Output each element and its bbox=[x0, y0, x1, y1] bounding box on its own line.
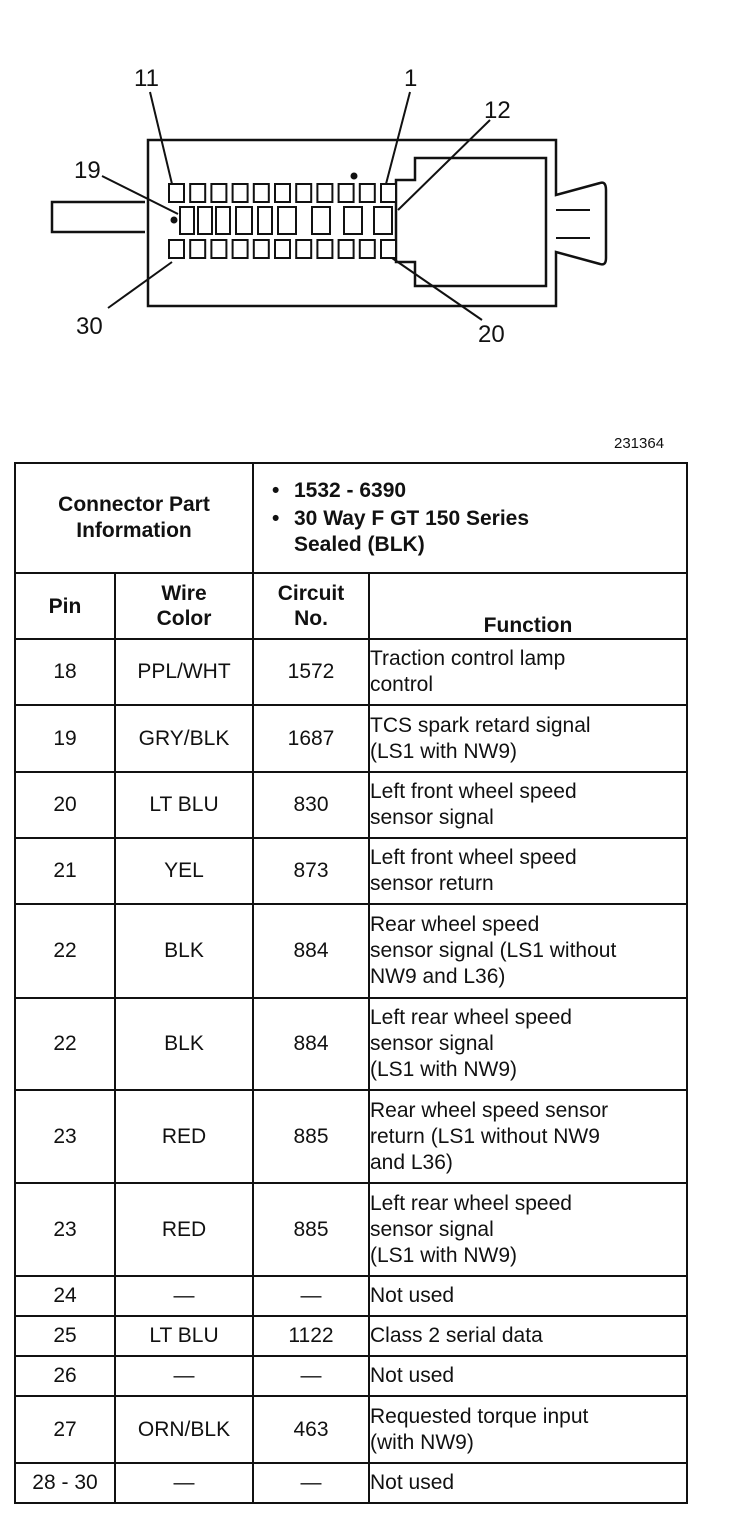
cavity bbox=[374, 207, 392, 234]
pin-row bbox=[15, 1090, 687, 1183]
connector-part-number: • 1532 - 6390 bbox=[294, 478, 686, 504]
cavity bbox=[211, 184, 226, 202]
circuit-cell: 884 bbox=[253, 998, 369, 1090]
wire-color-cell: ORN/BLK bbox=[115, 1396, 253, 1463]
pin-row bbox=[15, 838, 687, 904]
cavity bbox=[216, 207, 230, 234]
function-cell: TCS spark retard signal (LS1 with NW9) bbox=[369, 705, 687, 772]
col-header-wire-color: Wire Color bbox=[115, 573, 253, 639]
pin-row bbox=[15, 705, 687, 772]
column-header-row bbox=[15, 573, 687, 639]
function-cell: Left rear wheel speed sensor signal (LS1 with NW9) bbox=[369, 998, 687, 1090]
cavity bbox=[190, 240, 205, 258]
key-dot bbox=[171, 217, 178, 224]
function-cell: Requested torque input (with NW9) bbox=[369, 1396, 687, 1463]
wire-color-cell: RED bbox=[115, 1090, 253, 1183]
cavity bbox=[190, 184, 205, 202]
function-cell: Traction control lamp control bbox=[369, 639, 687, 705]
callout-12: 12 bbox=[484, 97, 511, 124]
pin-cell: 25 bbox=[15, 1316, 115, 1356]
callout-30: 30 bbox=[76, 313, 103, 340]
col-header-circuit: Circuit No. bbox=[253, 573, 369, 639]
pin-row bbox=[15, 639, 687, 705]
wire-color-cell: YEL bbox=[115, 838, 253, 904]
callout-11: 11 bbox=[134, 65, 159, 92]
pin-cell: 23 bbox=[15, 1090, 115, 1183]
connector-description: • 30 Way F GT 150 Series Sealed (BLK) bbox=[294, 506, 686, 558]
wire-color-cell: LT BLU bbox=[115, 1316, 253, 1356]
callout-1: 1 bbox=[404, 65, 418, 92]
wire-color-cell: GRY/BLK bbox=[115, 705, 253, 772]
pin-row bbox=[15, 772, 687, 838]
pin-cell: 24 bbox=[15, 1276, 115, 1316]
cavity-grid bbox=[169, 184, 396, 258]
cavity bbox=[296, 240, 311, 258]
connector-diagram bbox=[0, 0, 736, 430]
circuit-cell: 885 bbox=[253, 1183, 369, 1276]
function-cell: Not used bbox=[369, 1276, 687, 1316]
cavity bbox=[169, 184, 184, 202]
wire-color-cell: — bbox=[115, 1463, 253, 1503]
cavity bbox=[344, 207, 362, 234]
cavity bbox=[169, 240, 184, 258]
circuit-cell: — bbox=[253, 1276, 369, 1316]
pin-cell: 21 bbox=[15, 838, 115, 904]
pin-row bbox=[15, 1463, 687, 1503]
cavity bbox=[339, 240, 354, 258]
pin-row bbox=[15, 1356, 687, 1396]
circuit-cell: 1572 bbox=[253, 639, 369, 705]
connector-left-tab bbox=[52, 202, 145, 232]
circuit-cell: 463 bbox=[253, 1396, 369, 1463]
pin-cell: 22 bbox=[15, 904, 115, 998]
pin-cell: 18 bbox=[15, 639, 115, 705]
function-cell: Class 2 serial data bbox=[369, 1316, 687, 1356]
pin-row bbox=[15, 1276, 687, 1316]
cavity bbox=[180, 207, 194, 234]
pin-cell: 20 bbox=[15, 772, 115, 838]
cavity bbox=[254, 240, 269, 258]
wire-color-cell: LT BLU bbox=[115, 772, 253, 838]
cavity bbox=[233, 184, 248, 202]
callout-20: 20 bbox=[478, 321, 505, 348]
function-cell: Left front wheel speed sensor signal bbox=[369, 772, 687, 838]
pin-row bbox=[15, 1316, 687, 1356]
circuit-cell: — bbox=[253, 1463, 369, 1503]
circuit-cell: 873 bbox=[253, 838, 369, 904]
circuit-cell: 830 bbox=[253, 772, 369, 838]
wire-color-cell: — bbox=[115, 1356, 253, 1396]
function-cell: Left front wheel speed sensor return bbox=[369, 838, 687, 904]
connector-pin-table bbox=[14, 462, 688, 1504]
wire-color-cell: RED bbox=[115, 1183, 253, 1276]
cavity bbox=[278, 207, 296, 234]
pin-row bbox=[15, 998, 687, 1090]
circuit-cell: 884 bbox=[253, 904, 369, 998]
function-cell: Rear wheel speed sensor return (LS1 without NW9 and L36) bbox=[369, 1090, 687, 1183]
function-cell: Not used bbox=[369, 1356, 687, 1396]
pin-cell: 27 bbox=[15, 1396, 115, 1463]
pin-cell: 26 bbox=[15, 1356, 115, 1396]
circuit-cell: 1122 bbox=[253, 1316, 369, 1356]
cavity bbox=[275, 184, 290, 202]
cavity bbox=[312, 207, 330, 234]
cavity bbox=[233, 240, 248, 258]
cavity bbox=[211, 240, 226, 258]
connector-info-label: Connector Part Information bbox=[15, 463, 253, 573]
function-cell: Rear wheel speed sensor signal (LS1 without NW9 and L36) bbox=[369, 904, 687, 998]
cavity bbox=[258, 207, 272, 234]
connector-info-details bbox=[253, 463, 687, 573]
connector-info-row bbox=[15, 463, 687, 573]
figure-id: 231364 bbox=[614, 435, 665, 452]
pin-cell: 23 bbox=[15, 1183, 115, 1276]
callout-19: 19 bbox=[74, 157, 101, 184]
col-header-function: Function bbox=[369, 573, 687, 639]
wire-color-cell: PPL/WHT bbox=[115, 639, 253, 705]
pin-row bbox=[15, 1396, 687, 1463]
cavity bbox=[360, 240, 375, 258]
cavity bbox=[275, 240, 290, 258]
cavity bbox=[254, 184, 269, 202]
cavity bbox=[198, 207, 212, 234]
wire-color-cell: — bbox=[115, 1276, 253, 1316]
cavity bbox=[317, 184, 332, 202]
circuit-cell: — bbox=[253, 1356, 369, 1396]
wire-color-cell: BLK bbox=[115, 904, 253, 998]
col-header-pin: Pin bbox=[15, 573, 115, 639]
cavity bbox=[296, 184, 311, 202]
circuit-cell: 1687 bbox=[253, 705, 369, 772]
cavity bbox=[381, 240, 396, 258]
cavity bbox=[360, 184, 375, 202]
cavity bbox=[236, 207, 252, 234]
function-cell: Not used bbox=[369, 1463, 687, 1503]
pin-row bbox=[15, 1183, 687, 1276]
connector-latch-window bbox=[396, 158, 546, 286]
pin-row bbox=[15, 904, 687, 998]
circuit-cell: 885 bbox=[253, 1090, 369, 1183]
pin-cell: 28 - 30 bbox=[15, 1463, 115, 1503]
key-dot bbox=[351, 173, 358, 180]
cavity bbox=[317, 240, 332, 258]
wire-color-cell: BLK bbox=[115, 998, 253, 1090]
pin-cell: 22 bbox=[15, 998, 115, 1090]
cavity bbox=[339, 184, 354, 202]
cavity bbox=[381, 184, 396, 202]
function-cell: Left rear wheel speed sensor signal (LS1 with NW9) bbox=[369, 1183, 687, 1276]
pin-cell: 19 bbox=[15, 705, 115, 772]
